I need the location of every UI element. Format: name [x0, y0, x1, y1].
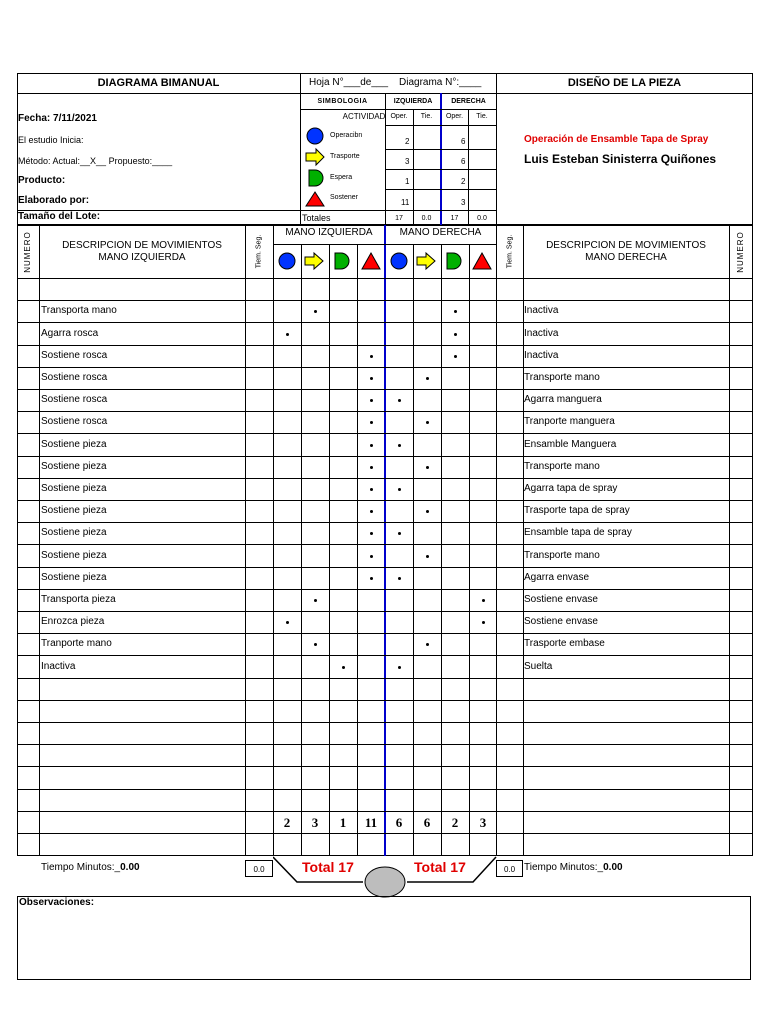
table-header-bottom: [17, 278, 753, 279]
row-right-desc: Sostiene envase: [524, 594, 598, 605]
col-line: [357, 244, 358, 856]
hoja-field: Hoja N°___de___: [309, 77, 389, 88]
right-symbol-mark: [454, 355, 457, 358]
row-line: [17, 811, 753, 812]
producto-label: Producto:: [18, 175, 66, 186]
header-divider-2: [496, 73, 497, 225]
legend-symbols: [300, 125, 330, 210]
total-izq-oper: 17: [395, 215, 403, 222]
der-arrow-icon: [417, 253, 435, 269]
numero-right-header: NUMERO: [736, 231, 745, 273]
row-line: [17, 744, 753, 745]
left-symbol-mark: [314, 599, 317, 602]
row-right-desc: Ensamble tapa de spray: [524, 527, 632, 538]
col-line: [329, 244, 330, 856]
row-left-desc: Sostiene rosca: [41, 350, 108, 361]
left-symbol-mark: [286, 333, 289, 336]
legend-d-icon: [309, 170, 323, 186]
center-oval: [365, 867, 405, 897]
oper-izq-label: Oper.: [390, 113, 408, 120]
row-right-desc: Trasporte embase: [524, 638, 605, 649]
row-right-desc: Transporte mano: [524, 372, 600, 383]
left-symbol-mark: [370, 399, 373, 402]
total-der-oper: 17: [450, 215, 459, 222]
row-line: [17, 655, 753, 656]
tiempo-left-value: 0.00: [120, 862, 140, 873]
right-symbol-mark: [454, 310, 457, 313]
row-left-desc: Sostiene rosca: [41, 416, 108, 427]
legend-name-2: Espera: [330, 174, 353, 181]
row-right-desc: Transporte mano: [524, 550, 600, 561]
row-line: [17, 345, 753, 346]
left-symbol-mark: [286, 621, 289, 624]
row-left-desc: Agarra rosca: [41, 328, 99, 339]
row-right-desc: Inactiva: [524, 350, 559, 361]
row-left-desc: Sostiene pieza: [41, 527, 107, 538]
total-izq-tie: 0.0: [421, 215, 432, 222]
legend-izq-2: 1: [405, 177, 410, 186]
right-symbol-mark: [426, 643, 429, 646]
row-line: [17, 367, 753, 368]
row-line: [17, 722, 753, 723]
fecha-label: Fecha: 7/11/2021: [18, 113, 97, 124]
col-line: [273, 225, 274, 856]
right-symbol-mark: [398, 399, 401, 402]
sym-row-3: [385, 149, 496, 150]
row-right-desc: Ensamble Manguera: [524, 439, 617, 450]
legend-izq-3: 11: [401, 198, 410, 207]
numero-left-header: NUMERO: [23, 231, 32, 273]
diseno-title: DISEÑO DE LA PIEZA: [567, 77, 682, 89]
tie-der-label: Tie.: [476, 113, 488, 120]
der-d-icon: [447, 253, 461, 269]
col-line: [523, 225, 524, 856]
row-left-desc: Tranporte mano: [41, 638, 112, 649]
right-symbol-mark: [482, 599, 485, 602]
total-der-label: Total 17: [414, 859, 466, 875]
tiempo-left-label: [41, 863, 140, 873]
row-line: [17, 478, 753, 479]
legend-circle-icon: [307, 128, 323, 144]
right-symbol-mark: [398, 577, 401, 580]
tiempo-right-label: [524, 863, 623, 873]
design-operation: Operación de Ensamble Tapa de Spray: [524, 134, 709, 145]
izquierda-label: IZQUIERDA: [393, 98, 433, 105]
left-symbol-mark: [370, 466, 373, 469]
row-line: [17, 456, 753, 457]
right-symbol-mark: [426, 421, 429, 424]
totales-label: Totales: [302, 213, 331, 223]
row-right-desc: Inactiva: [524, 328, 559, 339]
right-symbol-mark: [398, 444, 401, 447]
sym-row-2: [385, 125, 496, 126]
legend-izq-1: 3: [405, 157, 410, 166]
row-right-desc: Agarra manguera: [524, 394, 602, 405]
row-left-desc: Sostiene pieza: [41, 505, 107, 516]
row-line: [17, 789, 753, 790]
row-line: [17, 522, 753, 523]
tie-izq-label: Tie.: [420, 113, 433, 120]
legend-arrow-icon: [306, 149, 324, 165]
der-circle-icon: [391, 253, 407, 269]
row-line: [17, 766, 753, 767]
observaciones-box[interactable]: [17, 896, 751, 980]
sym-row-1: [300, 109, 496, 110]
diagrama-field: Diagrama N°:____: [399, 77, 482, 88]
col-line: [469, 244, 470, 856]
col-line: [441, 244, 442, 856]
row-left-desc: Transporta pieza: [41, 594, 116, 605]
row-right-desc: Suelta: [524, 661, 553, 672]
derecha-label: DERECHA: [451, 98, 486, 105]
left-symbol-mark: [314, 643, 317, 646]
left-symbol-mark: [370, 555, 373, 558]
right-symbol-mark: [398, 532, 401, 535]
col-line: [496, 225, 497, 856]
tiem-left-header: Tiem. Seg.: [255, 234, 263, 269]
row-line: [17, 544, 753, 545]
row-left-desc: Transporta mano: [41, 305, 117, 316]
estudio-label: El estudio Inicia:: [18, 135, 84, 145]
count-cell: 11: [364, 815, 378, 830]
col-line: [413, 244, 414, 856]
row-right-desc: Agarra envase: [524, 572, 590, 583]
legend-triangle-icon: [306, 192, 324, 206]
col-line: [39, 225, 40, 856]
simbologia-label: SIMBOLOGIA: [317, 98, 368, 105]
mano-der-header: MANO DERECHA: [399, 227, 482, 238]
mano-izq-header: MANO IZQUIERDA: [285, 227, 373, 238]
row-left-desc: Sostiene pieza: [41, 439, 107, 450]
izq-d-icon: [335, 253, 349, 269]
metodo-label: Método: Actual:__X__ Propuesto:____: [18, 156, 173, 166]
sym-col-2: [413, 109, 414, 225]
elaborado-label: Elaborado por:: [18, 195, 90, 206]
row-right-desc: Inactiva: [524, 305, 559, 316]
row-left-desc: Sostiene pieza: [41, 461, 107, 472]
legend-name-1: Trasporte: [330, 153, 360, 160]
right-symbol-mark: [426, 510, 429, 513]
count-cell: 6: [395, 815, 403, 830]
observaciones-label: Observaciones:: [19, 897, 95, 908]
actividad-label: ACTIVIDAD: [342, 112, 386, 121]
count-cell: 2: [283, 815, 291, 830]
left-symbol-mark: [370, 577, 373, 580]
legend-der-1: 6: [461, 157, 466, 166]
right-symbol-mark: [398, 488, 401, 491]
col-line: [729, 225, 730, 856]
sym-col-4: [468, 109, 469, 225]
left-symbol-mark: [342, 666, 345, 669]
row-line: [17, 500, 753, 501]
legend-der-0: 6: [461, 137, 466, 146]
count-cell: 3: [479, 815, 487, 830]
col-line: [245, 225, 246, 856]
count-cell: 3: [311, 815, 319, 830]
row-line: [17, 833, 753, 834]
row-right-desc: Sostiene envase: [524, 616, 598, 627]
sym-row-5: [385, 189, 496, 190]
row-line: [17, 567, 753, 568]
left-symbol-mark: [370, 377, 373, 380]
row-line: [17, 322, 753, 323]
row-right-desc: Transporte mano: [524, 461, 600, 472]
legend-der-2: 2: [461, 177, 466, 186]
row-line: [17, 611, 753, 612]
row-line: [17, 300, 753, 301]
tiem-right-header: Tiem. Seg.: [506, 234, 514, 269]
total-der-tie: 0.0: [477, 215, 487, 222]
col-line: [301, 244, 302, 856]
legend-name-3: Sostener: [330, 194, 359, 201]
left-symbol-mark: [370, 488, 373, 491]
tiem-left-value: 0.0: [253, 865, 265, 874]
row-left-desc: Sostiene rosca: [41, 372, 108, 383]
row-right-desc: Trasporte tapa de spray: [524, 505, 630, 516]
row-left-desc: Sostiene pieza: [41, 483, 107, 494]
header-symbols: [273, 244, 496, 278]
row-line: [17, 589, 753, 590]
row-left-desc: Inactiva: [41, 661, 76, 672]
desc-der-header: DESCRIPCION DE MOVIMIENTOS MANO DERECHA: [546, 240, 706, 263]
tiempo-right-value: 0.00: [603, 862, 623, 873]
right-symbol-mark: [398, 666, 401, 669]
sym-row-4: [385, 169, 496, 170]
row-left-desc: Sostiene pieza: [41, 572, 107, 583]
left-symbol-mark: [370, 532, 373, 535]
row-left-desc: Enrozca pieza: [41, 616, 105, 627]
tiempo-right-text: Tiempo Minutos:_: [524, 862, 604, 873]
row-left-desc: Sostiene pieza: [41, 550, 107, 561]
row-line: [17, 433, 753, 434]
page-title: DIAGRAMA BIMANUAL: [97, 77, 220, 89]
left-symbol-mark: [370, 421, 373, 424]
row-line: [17, 678, 753, 679]
right-symbol-mark: [426, 466, 429, 469]
right-symbol-mark: [454, 333, 457, 336]
design-author: Luis Esteban Sinisterra Quiñones: [524, 152, 717, 166]
izq-circle-icon: [279, 253, 295, 269]
row-left-desc: Sostiene rosca: [41, 394, 108, 405]
oper-der-label: Oper.: [445, 113, 464, 120]
count-cell: 1: [339, 815, 347, 830]
right-symbol-mark: [426, 377, 429, 380]
center-divider-blue: [384, 225, 386, 856]
left-symbol-mark: [314, 310, 317, 313]
legend-name-0: Operacibn: [330, 132, 363, 139]
legend-der-3: 3: [461, 198, 466, 207]
total-izq-label: Total 17: [302, 859, 354, 875]
row-line: [17, 633, 753, 634]
der-triangle-icon: [473, 253, 491, 269]
left-symbol-mark: [370, 444, 373, 447]
right-symbol-mark: [482, 621, 485, 624]
sym-row-6: [300, 210, 496, 211]
tiempo-left-text: Tiempo Minutos:_: [41, 862, 121, 873]
count-cell: 6: [423, 815, 431, 830]
count-cell: 2: [451, 815, 459, 830]
left-symbol-mark: [370, 355, 373, 358]
row-line: [17, 411, 753, 412]
row-line: [17, 389, 753, 390]
left-symbol-mark: [370, 510, 373, 513]
row-right-desc: Tranporte manguera: [524, 416, 615, 427]
tiem-right-value: 0.0: [503, 865, 516, 874]
row-line: [17, 700, 753, 701]
row-right-desc: Agarra tapa de spray: [524, 483, 618, 494]
desc-izq-header: DESCRIPCION DE MOVIMIENTOS MANO IZQUIERDA: [62, 240, 222, 263]
right-symbol-mark: [426, 555, 429, 558]
izq-arrow-icon: [305, 253, 323, 269]
izq-triangle-icon: [362, 253, 380, 269]
lote-line: [17, 210, 300, 211]
legend-izq-0: 2: [405, 137, 410, 146]
lote-label: Tamaño del Lote:: [18, 211, 101, 222]
